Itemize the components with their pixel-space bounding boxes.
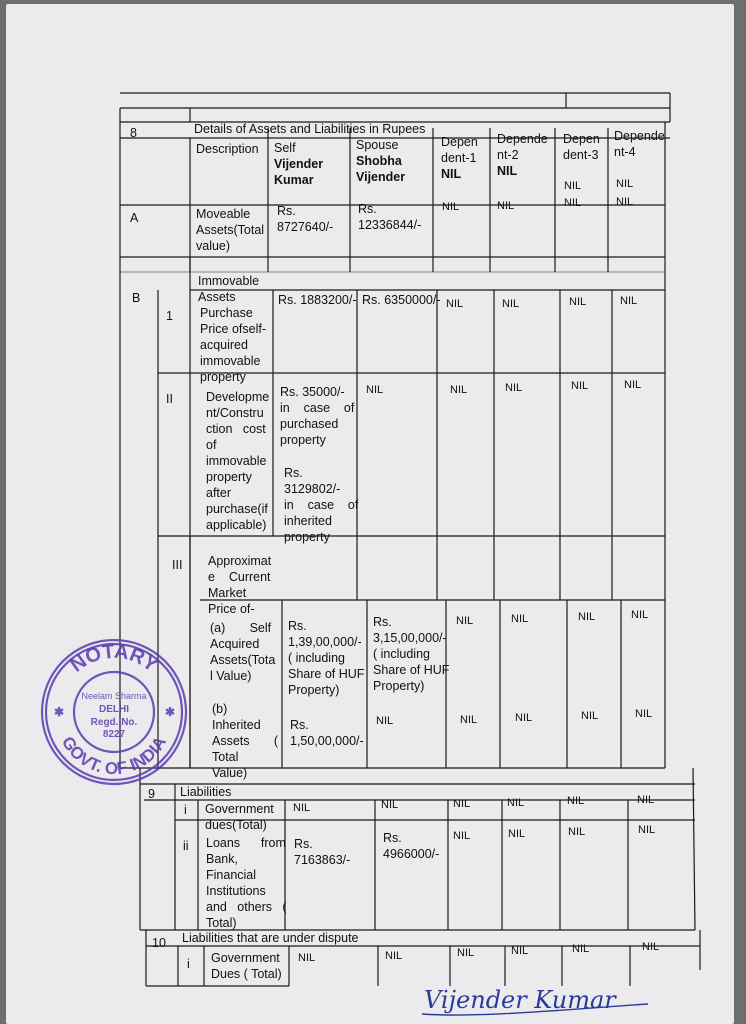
stamp-star-left-icon: ✱ <box>54 705 65 719</box>
row-9ii-self-2: 7163863/- <box>294 853 351 867</box>
stamp-star-right-icon: ✱ <box>165 705 176 719</box>
row-2-desc-1: Developme <box>206 390 270 404</box>
row-3a-self-3: ( including <box>288 651 345 665</box>
stamp-top-text: NOTARY <box>66 640 162 677</box>
header-spouse-label: Spouse <box>356 138 399 152</box>
row-9ii-dep2: NIL <box>508 828 526 840</box>
row-3a-desc-4: l Value) <box>210 669 252 683</box>
row-3b-spouse: NIL <box>376 715 394 727</box>
row-1-desc-1: Purchase <box>200 306 253 320</box>
signature-text: Vijender Kumar <box>424 986 616 1014</box>
stamp-reg: Regd. No. <box>90 717 138 728</box>
header-dep1-line2: dent-1 <box>441 151 477 165</box>
row-9ii-num: ii <box>183 839 189 853</box>
row-2-self-4: property <box>280 433 326 447</box>
row-1-desc-2: Price ofself- <box>200 322 266 336</box>
header-self-name-2: Kumar <box>274 173 314 187</box>
section-9-number: 9 <box>148 787 155 801</box>
row-9i-desc-1: Government <box>205 802 274 816</box>
row-9ii-dep1: NIL <box>453 830 471 842</box>
header-dep1-line1: Depen <box>441 135 478 149</box>
row-9ii-dep4: NIL <box>638 824 656 836</box>
row-3a-desc-1: (a) Self <box>210 621 272 635</box>
row-3a-spouse-3: ( including <box>373 647 430 661</box>
row-3a-spouse-5: Property) <box>373 679 425 693</box>
row-2-desc-9: applicable) <box>206 518 267 532</box>
row-2-dep2: NIL <box>505 382 523 394</box>
row-9i-dep4: NIL <box>637 794 655 806</box>
row-2-dep3: NIL <box>571 380 589 392</box>
header-dep3-line1: Depen <box>563 132 600 146</box>
row-10i-desc-2: Dues ( Total) <box>211 967 282 981</box>
row-3-num: III <box>172 558 183 572</box>
header-dep2-nil: NIL <box>497 164 518 178</box>
header-spouse-name-1: Shobha <box>356 154 402 168</box>
row-3a-desc-2: Acquired <box>210 637 260 651</box>
row-2-self-10: property <box>284 530 330 544</box>
row-a-dep1: NIL <box>442 201 460 213</box>
row-9ii-spouse-2: 4966000/- <box>383 847 440 861</box>
row-9ii-self-1: Rs. <box>294 837 313 851</box>
header-dep4-nil: NIL <box>616 178 634 190</box>
row-3b-desc-1: (b) <box>212 702 228 716</box>
row-a-desc-2: Assets(Total <box>196 223 265 237</box>
row-2-self-8: in case of <box>284 498 359 512</box>
row-3a-dep2: NIL <box>511 613 529 625</box>
row-9i-dep2: NIL <box>507 797 525 809</box>
section-10-number: 10 <box>152 936 166 950</box>
row-2-spouse: NIL <box>366 384 384 396</box>
header-description: Description <box>196 142 259 156</box>
row-2-desc-5: immovable <box>206 454 267 468</box>
row-1-dep2: NIL <box>502 298 520 310</box>
row-3b-dep4: NIL <box>635 708 653 720</box>
row-9ii-desc-2: Bank, <box>206 852 238 866</box>
row-2-num: II <box>166 392 173 406</box>
row-1-dep3: NIL <box>569 296 587 308</box>
row-9ii-desc-6: Total) <box>206 916 237 930</box>
row-9i-num: i <box>184 803 187 817</box>
row-3a-spouse-4: Share of HUF <box>373 663 450 677</box>
row-a-desc-3: value) <box>196 239 231 253</box>
header-dep4-line1: Depende <box>614 129 665 143</box>
row-3a-self-5: Property) <box>288 683 340 697</box>
row-a-self-1: Rs. <box>277 204 296 218</box>
row-3b-desc-3: Assets ( <box>212 734 278 748</box>
row-9ii-dep3: NIL <box>568 826 586 838</box>
section-9-title: Liabilities <box>180 785 232 799</box>
header-dep1-nil: NIL <box>441 167 462 181</box>
stamp-city: DELHI <box>99 704 129 715</box>
header-dep3-nil: NIL <box>564 180 582 192</box>
row-2-desc-2: nt/Constru <box>206 406 264 420</box>
row-2-self-7: 3129802/- <box>284 482 341 496</box>
row-3b-dep3: NIL <box>581 710 599 722</box>
row-10i-dep2: NIL <box>511 945 529 957</box>
row-10i-dep1: NIL <box>457 947 475 959</box>
row-1-spouse: Rs. 6350000/- <box>362 293 441 307</box>
row-2-desc-7: after <box>206 486 232 500</box>
row-9i-desc-2: dues(Total) <box>205 818 267 832</box>
row-a-label: A <box>130 211 139 225</box>
row-3-desc-4: Price of- <box>208 602 255 616</box>
row-1-desc-3: acquired <box>200 338 248 352</box>
row-3-desc-2: e Current <box>208 570 271 584</box>
row-3a-self-4: Share of HUF <box>288 667 365 681</box>
row-a-self-2: 8727640/- <box>277 220 334 234</box>
row-a-dep2: NIL <box>497 200 515 212</box>
row-a-dep4: NIL <box>616 196 634 208</box>
row-1-dep4: NIL <box>620 295 638 307</box>
row-2-self-6: Rs. <box>284 466 303 480</box>
notary-stamp <box>38 636 190 788</box>
row-3b-desc-4: Total <box>212 750 239 764</box>
row-9i-spouse: NIL <box>381 799 399 811</box>
row-9ii-desc-4: Institutions <box>206 884 266 898</box>
row-9ii-spouse-1: Rs. <box>383 831 402 845</box>
row-9i-dep3: NIL <box>567 795 585 807</box>
row-3a-self-1: Rs. <box>288 619 307 633</box>
row-9ii-desc-1: Loans from <box>206 836 286 850</box>
header-dep2-line1: Depende <box>497 132 548 146</box>
row-10i-dep4: NIL <box>642 941 660 953</box>
header-dep4-line2: nt-4 <box>614 145 636 159</box>
row-3b-desc-2: Inherited <box>212 718 261 732</box>
row-a-desc-1: Moveable <box>196 207 251 221</box>
row-2-self-9: inherited <box>284 514 332 528</box>
header-dep3-line2: dent-3 <box>563 148 599 162</box>
row-b-desc-1: Immovable <box>198 274 260 288</box>
row-2-desc-6: property <box>206 470 252 484</box>
row-2-desc-8: purchase(if <box>206 502 268 516</box>
row-3b-self-1: Rs. <box>290 718 309 732</box>
row-1-dep1: NIL <box>446 298 464 310</box>
section-8-number: 8 <box>130 126 137 140</box>
row-9ii-desc-5: and others ( <box>206 900 287 914</box>
row-a-spouse-2: 12336844/- <box>358 218 422 232</box>
row-1-desc-5: property <box>200 370 246 384</box>
header-self-name-1: Vijender <box>274 157 324 171</box>
row-3a-spouse-1: Rs. <box>373 615 392 629</box>
row-9ii-desc-3: Financial <box>206 868 257 882</box>
row-10i-desc-1: Government <box>211 951 280 965</box>
row-a-dep3: NIL <box>564 197 582 209</box>
row-9i-dep1: NIL <box>453 798 471 810</box>
row-2-desc-4: of <box>206 438 217 452</box>
header-spouse-name-2: Vijender <box>356 170 406 184</box>
row-3a-self-2: 1,39,00,000/- <box>288 635 362 649</box>
row-3b-dep2: NIL <box>515 712 533 724</box>
section-8-title: Details of Assets and Liabilities in Rupees <box>194 122 426 136</box>
row-3a-dep1: NIL <box>456 615 474 627</box>
row-2-dep4: NIL <box>624 379 642 391</box>
row-3a-dep3: NIL <box>578 611 596 623</box>
header-self-label: Self <box>274 141 296 155</box>
row-2-desc-3: ction cost <box>206 422 266 436</box>
row-3-desc-3: Market <box>208 586 247 600</box>
stamp-bottom-text: GOVT. OF INDIA <box>57 733 171 779</box>
row-10i-self: NIL <box>298 952 316 964</box>
row-3b-desc-5: Value) <box>212 766 248 780</box>
row-3b-self-2: 1,50,00,000/- <box>290 734 364 748</box>
row-b-label: B <box>132 291 141 305</box>
row-3a-dep4: NIL <box>631 609 649 621</box>
row-10i-num: i <box>187 957 190 971</box>
section-10-title: Liabilities that are under dispute <box>182 931 359 945</box>
row-9i-self: NIL <box>293 802 311 814</box>
row-2-self-1: Rs. 35000/- <box>280 385 345 399</box>
row-2-dep1: NIL <box>450 384 468 396</box>
header-dep2-line2: nt-2 <box>497 148 519 162</box>
row-3b-dep1: NIL <box>460 714 478 726</box>
row-3a-spouse-2: 3,15,00,000/- <box>373 631 447 645</box>
row-b-desc-2: Assets <box>198 290 236 304</box>
row-1-desc-4: immovable <box>200 354 261 368</box>
row-10i-spouse: NIL <box>385 950 403 962</box>
row-3-desc-1: Approximat <box>208 554 272 568</box>
stamp-name: Neelam Sharma <box>81 691 147 701</box>
stamp-reg-no: 8227 <box>102 729 126 740</box>
row-3a-desc-3: Assets(Tota <box>210 653 276 667</box>
signature <box>418 974 668 1022</box>
row-1-num: 1 <box>166 309 173 323</box>
row-10i-dep3: NIL <box>572 943 590 955</box>
row-1-self: Rs. 1883200/- <box>278 293 357 307</box>
row-a-spouse-1: Rs. <box>358 202 377 216</box>
row-2-self-2: in case of <box>280 401 355 415</box>
row-2-self-3: purchased <box>280 417 339 431</box>
